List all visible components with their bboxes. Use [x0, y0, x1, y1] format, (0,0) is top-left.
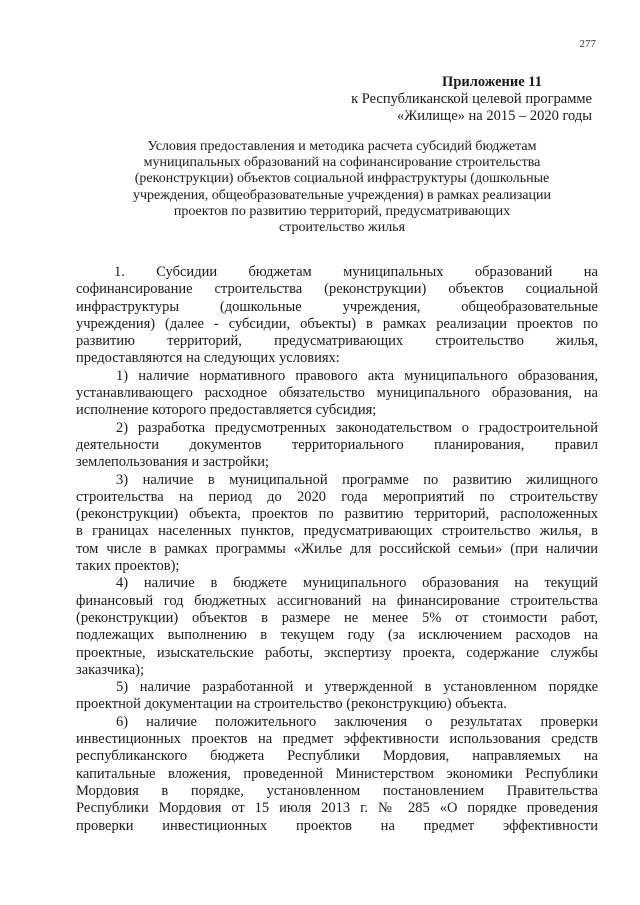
- body-line: учреждения) (далее - субсидии, объекты) в рамках реализации проектов по: [76, 315, 598, 332]
- body-line: проектной документации на строительство (реконструкцию) объекта.: [76, 696, 507, 713]
- body-line: софинансирование строительства (реконструкции) объектов социальной: [76, 281, 598, 298]
- body-line: проверки инвестиционных проектов на предмет эффективности: [76, 817, 598, 834]
- body-line: том числе в рамках программы «Жилье для российской семьи» (при наличии: [76, 540, 598, 557]
- body-line: 5) наличие разработанной и утвержденной в установленном порядке: [116, 679, 598, 696]
- body-line: 1. Субсидии бюджетам муниципальных образований на: [114, 264, 598, 280]
- body-line: деятельности документов территориального планирования, правил: [76, 436, 598, 453]
- heading-line: Условия предоставления и методика расчета субсидий бюджетам: [147, 139, 537, 154]
- body-line: в границах населенных пунктов, предусматривающих строительство жилья, в: [76, 523, 598, 540]
- body-line: Республики Мордовия от 15 июля 2013 г. № 285 «О порядке проведения: [76, 800, 598, 817]
- body-line: (реконструкции) объектов в размере не менее 5% от стоимости работ,: [76, 609, 598, 626]
- body-line: таких проектов);: [76, 558, 180, 575]
- body-line: финансовый год бюджетных ассигнований на финансирование строительства: [76, 592, 598, 609]
- heading-line: (реконструкции) объектов социальной инфраструктуры (дошкольные: [134, 171, 550, 187]
- body-line: инвестиционных проектов на предмет эффективности использования средств: [76, 731, 598, 748]
- body-line: (реконструкции) объекта, проектов по развитию территорий, расположенных: [76, 506, 598, 523]
- body-line: капитальные вложения, проведенной Министерством экономики Республики: [76, 765, 598, 782]
- appendix-line: к Республиканской целевой программе: [351, 91, 592, 107]
- body-line: 2) разработка предусмотренных законодательством о градостроительной: [116, 419, 598, 436]
- document-heading: [108, 139, 576, 236]
- body-line: проектные, изыскательские работы, экспертизу проекта, содержание службы: [76, 644, 598, 661]
- body-line: 6) наличие положительного заключения о результатах проверки: [116, 713, 598, 730]
- body-line: республиканского бюджета Республики Мордовия, направляемых на: [76, 748, 598, 765]
- body-line: заказчика);: [76, 661, 145, 678]
- body-line: 3) наличие в муниципальной программе по развитию жилищного: [116, 471, 598, 488]
- body-line: землепользования и застройки;: [76, 454, 270, 471]
- heading-line: учреждения, общеобразовательные учреждения) в рамках реализации: [133, 187, 551, 203]
- body-line: подлежащих выполнению в текущем году (за исключением расходов на: [76, 627, 598, 644]
- body-line: предоставляются на следующих условиях:: [76, 350, 340, 367]
- heading-line: строительство жилья: [278, 220, 406, 236]
- appendix-title: Приложение 11: [442, 74, 542, 90]
- appendix-line: «Жилище» на 2015 – 2020 годы: [397, 108, 592, 124]
- heading-line: муниципальных образований на софинансирование строительства: [143, 155, 541, 171]
- body-line: строительства на период до 2020 года мероприятий по строительству: [76, 488, 598, 505]
- body-line: инфраструктуры (дошкольные учреждения, общеобразовательные: [76, 298, 598, 315]
- appendix-block: [232, 74, 592, 125]
- body-line: Мордовия в порядке, установленном постановлением Правительства: [76, 782, 598, 799]
- page-number: 277: [579, 38, 596, 50]
- body-line: устанавливающего расходное обязательство муниципального образования, на: [76, 385, 598, 402]
- body-line: 1) наличие нормативного правового акта муниципального образования,: [116, 367, 598, 384]
- body-line: исполнение которого предоставляется субсидия;: [76, 402, 377, 419]
- heading-line: проектов по развитию территорий, предусматривающих: [173, 203, 511, 219]
- body-line: развитию территорий, предусматривающих строительство жилья,: [76, 333, 598, 350]
- body-line: 4) наличие в бюджете муниципального образования на текущий: [116, 575, 598, 592]
- document-body: [76, 264, 598, 835]
